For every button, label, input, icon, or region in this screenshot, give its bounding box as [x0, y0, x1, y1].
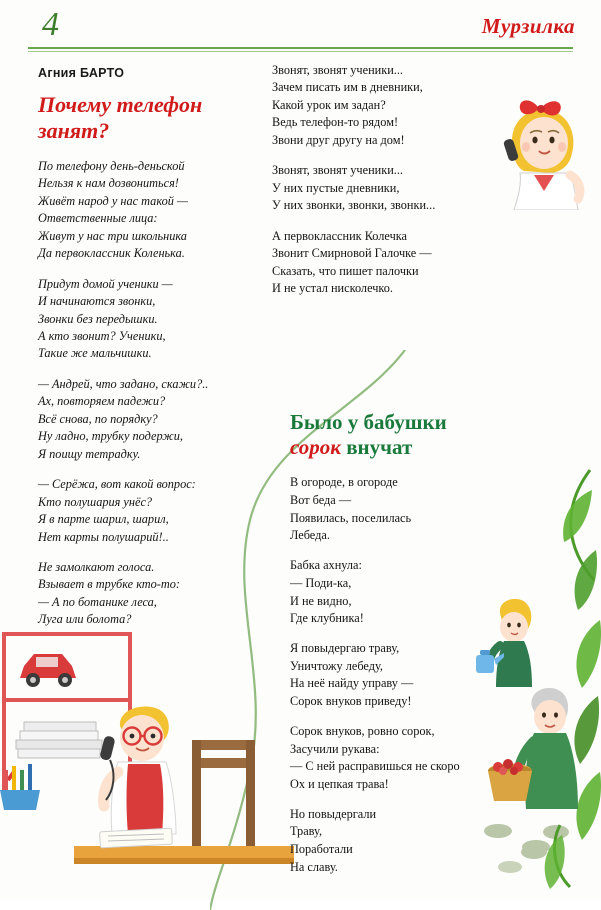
- poem-line: И не видно,: [290, 593, 352, 608]
- stanza: [38, 158, 253, 263]
- poem-line: Живёт народ у нас такой —: [38, 193, 188, 208]
- poem-author: Агния БАРТО: [38, 66, 125, 80]
- poem-line: И не устал нисколечко.: [272, 280, 393, 295]
- poem-line: Да первоклассник Коленька.: [38, 246, 185, 261]
- poem-title-line-2: телефон: [116, 92, 203, 117]
- stanza: [38, 476, 253, 546]
- poem-line: — Серёжа, вот какой вопрос:: [38, 477, 196, 492]
- poem-line: Не замолкают голоса.: [38, 559, 155, 574]
- poem-line: Ведь телефон-то рядом!: [272, 115, 399, 130]
- poem-line: Бабка ахнула:: [290, 558, 362, 573]
- poem-line: Я повыдергаю траву,: [290, 641, 400, 655]
- poem-line: Я поищу тетрадку.: [38, 446, 141, 461]
- poem-line: Зачем писать им в дневники,: [272, 80, 423, 95]
- right-text-column: [272, 62, 490, 310]
- poem-title-telephone: [38, 92, 253, 144]
- poem-line: Засучили рукава:: [290, 741, 380, 756]
- poem-line: Траву,: [290, 824, 323, 839]
- poem-line: Кто полушария унёс?: [38, 494, 153, 509]
- stanza: [272, 228, 490, 298]
- poem-line: Какой урок им задан?: [272, 97, 386, 112]
- stanza: [290, 806, 520, 877]
- poem-line: Поработали: [290, 842, 353, 857]
- stanza: [290, 557, 520, 628]
- poem-line: Взывает в трубке кто-то:: [38, 577, 181, 592]
- poem-line: Я в парте шарил, шарил,: [38, 512, 169, 527]
- header-divider-rule: [28, 47, 573, 49]
- stanza: [290, 640, 520, 711]
- poem-line: Сказать, что пишет палочки: [272, 263, 419, 278]
- poem-line: Придут домой ученики —: [38, 276, 173, 291]
- poem-line: — С ней расправишься не скоро: [290, 759, 460, 774]
- header-divider-rule-secondary: [28, 51, 573, 52]
- poem-line: Вот беда —: [290, 493, 352, 508]
- page-header: [0, 0, 601, 58]
- poem-line: У них звонки, звонки, звонки...: [272, 198, 436, 213]
- poem-line: Звонят, звонят ученики...: [272, 163, 404, 178]
- poem-line: Уничтожу лебеду,: [290, 658, 383, 673]
- poem-line: Появилась, поселилась: [290, 510, 412, 525]
- poem-line: Ответственные лица:: [38, 211, 158, 226]
- poem-line: Ах, повторяем падежи?: [38, 394, 166, 409]
- poem2-title-part-3: внучат: [346, 435, 413, 460]
- stanza: [272, 162, 490, 214]
- poem-line: У них пустые дневники,: [272, 180, 400, 195]
- girl-with-telephone-illustration: [482, 95, 597, 210]
- poem-line: Сорок внуков, ровно сорок,: [290, 723, 435, 738]
- poem-line: — Поди-ка,: [290, 575, 352, 590]
- poem-line: Нельзя к нам дозвониться!: [38, 176, 179, 191]
- stanza: [38, 559, 253, 629]
- poem-line: Ох и цепкая трава!: [290, 776, 389, 791]
- poem-title-line-1: Почему: [38, 92, 112, 117]
- poem-line: Звонят, звонят ученики...: [272, 63, 404, 77]
- poem-line: А первоклассник Колечка: [272, 228, 408, 243]
- stanza: [38, 376, 253, 463]
- poem-line: А кто звонит? Ученики,: [38, 328, 166, 343]
- poem-line: Звонки без передышки.: [38, 311, 158, 326]
- magazine-masthead: Мурзилка: [481, 14, 575, 38]
- left-text-column: [38, 66, 253, 642]
- poem-line: Но повыдергали: [290, 806, 377, 821]
- poem-line: Сорок внуков приведу!: [290, 694, 412, 709]
- page-number: 4: [42, 6, 59, 43]
- poem-line: Лебеда.: [290, 528, 330, 543]
- poem-line: На неё найду управу —: [290, 676, 414, 691]
- poem-line: — А по ботанике леса,: [38, 594, 157, 609]
- poem-line: Звонит Смирновой Галочке —: [272, 246, 432, 261]
- boy-with-telephone-illustration: [74, 700, 294, 900]
- poem-title-line-3: занят?: [38, 117, 110, 143]
- poem-line: В огороде, в огороде: [290, 475, 398, 490]
- second-poem-block: [290, 410, 520, 888]
- poem2-title-part-1: Было у бабушки: [290, 410, 447, 434]
- stanza: [38, 276, 253, 363]
- stanza: [290, 723, 520, 794]
- poem-line: По телефону день-деньской: [38, 158, 185, 173]
- poem-line: На славу.: [290, 859, 338, 874]
- poem-line: И начинаются звонки,: [38, 294, 156, 309]
- poem-line: Ну ладно, трубку подержи,: [38, 429, 183, 444]
- poem-line: — Андрей, что задано, скажи?..: [38, 376, 209, 391]
- stanza: [272, 62, 490, 149]
- poem-line: Всё снова, по порядку?: [38, 411, 158, 426]
- poem-line: Луга или болота?: [38, 612, 132, 627]
- poem-title-grandmother: [290, 410, 520, 460]
- poem-line: Где клубника!: [290, 611, 364, 626]
- poem-line: Звони друг другу на дом!: [272, 132, 405, 147]
- poem-line: Живут у нас три школьника: [38, 228, 187, 243]
- poem-line: Такие же мальчишки.: [38, 346, 152, 361]
- poem-line: Нет карты полушарий!..: [38, 529, 169, 544]
- poem2-title-part-2: сорок: [290, 435, 341, 460]
- stanza: [290, 474, 520, 545]
